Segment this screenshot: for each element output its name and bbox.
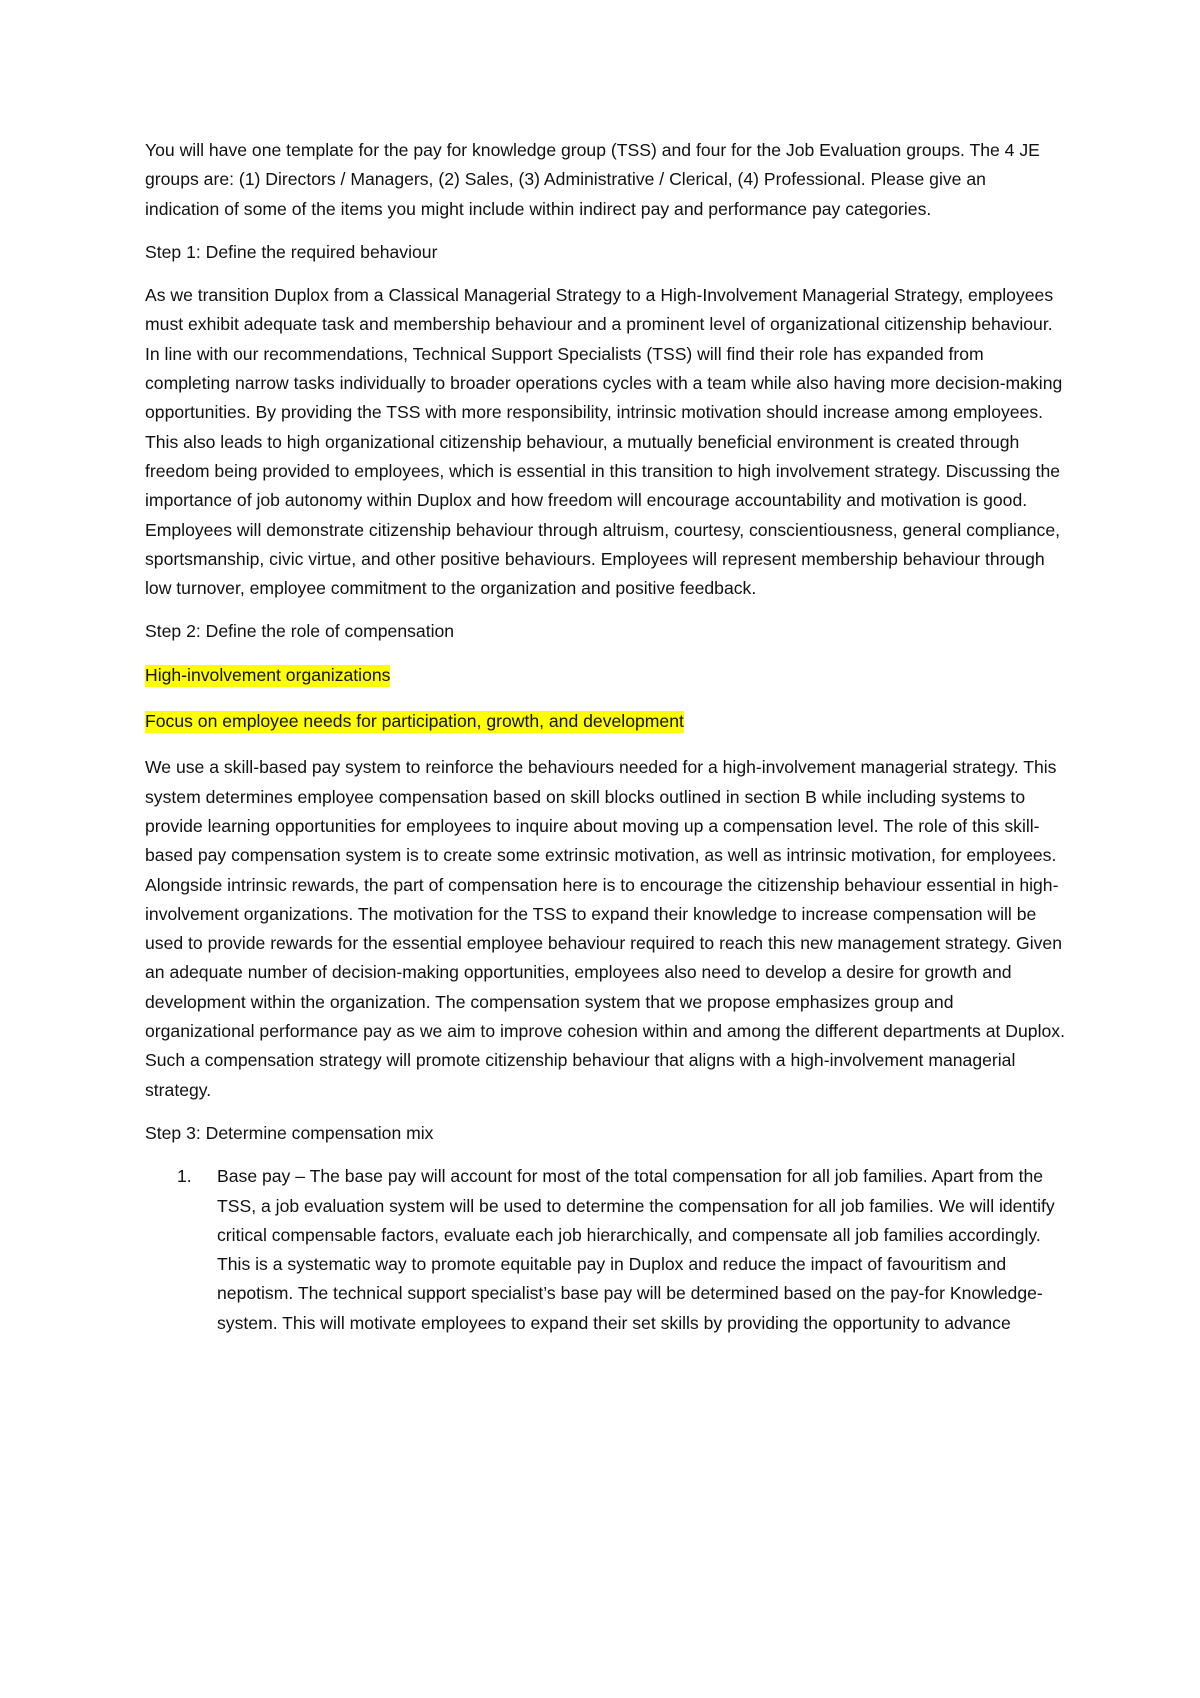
compensation-mix-list — [145, 1162, 1065, 1338]
highlight-line-1 — [145, 661, 1065, 690]
step1-heading: Step 1: Define the required behaviour — [145, 241, 438, 262]
document-body — [145, 136, 1065, 1338]
step3-heading: Step 3: Determine compensation mix — [145, 1122, 434, 1143]
step1-paragraph: As we transition Duplox from a Classical Managerial Strategy to a High-Involvement Managerial Strategy, employees must exhibit adequate task and membership behaviour and a prominent level of organizational citizenship behaviour. In line with our recommendations, Technical Support Specialists (TSS) will find their role has expanded from completing narrow tasks individually to broader operations cycles with a team while also having more decision-making opportunities. By providing the TSS with more responsibility, intrinsic motivation should increase among employees. This also leads to high organizational citizenship behaviour, a mutually beneficial environment is created through freedom being provided to employees, which is essential in this transition to high involvement strategy. Discussing the importance of job autonomy within Duplox and how freedom will encourage accountability and motivation is good. Employees will demonstrate citizenship behaviour through altruism, courtesy, conscientiousness, general compliance, sportsmanship, civic virtue, and other positive behaviours. Employees will represent membership behaviour through low turnover, employee commitment to the organization and positive feedback. — [145, 285, 1063, 599]
highlighted-text-high-involvement: High-involvement organizations — [145, 664, 391, 685]
list-item — [145, 1162, 1065, 1338]
list-item-text: Base pay – The base pay will account for most of the total compensation for all job families. Apart from the TSS, a job evaluation system will be used to determine the compensation for all job families. We will identify critical compensable factors, evaluate each job hierarchically, and compensate all job families accordingly. This is a systematic way to promote equitable pay in Duplox and reduce the impact of favouritism and nepotism. The technical support specialist’s base pay will be determined based on the pay-for Knowledge- system. This will motivate employees to expand their set skills by providing the opportunity to advance — [217, 1166, 1055, 1333]
highlighted-text-employee-needs: Focus on employee needs for participation, growth, and development — [145, 711, 684, 732]
step2-heading: Step 2: Define the role of compensation — [145, 621, 455, 642]
list-item-number: 1. — [177, 1166, 192, 1187]
step2-paragraph: We use a skill-based pay system to reinforce the behaviours needed for a high-involvement managerial strategy. This system determines employee compensation based on skill blocks outlined in section B while including systems to provide learning opportunities for employees to inquire about moving up a compensation level. The role of this skill-based pay compensation system is to create some extrinsic motivation, as well as intrinsic motivation, for employees. Alongside intrinsic rewards, the part of compensation here is to encourage the citizenship behaviour essential in high-involvement organizations. The motivation for the TSS to expand their knowledge to increase compensation will be used to provide rewards for the essential employee behaviour required to reach this new management strategy. Given an adequate number of decision-making opportunities, employees also need to develop a desire for growth and development within the organization. The compensation system that we propose emphasizes group and organizational performance pay as we aim to improve cohesion within and among the different departments at Duplox. Such a compensation strategy will promote citizenship behaviour that aligns with a high-involvement managerial strategy. — [145, 757, 1065, 1100]
highlight-line-2 — [145, 707, 1065, 736]
intro-paragraph: You will have one template for the pay for knowledge group (TSS) and four for the Job Evaluation groups. The 4 JE groups are: (1) Directors / Managers, (2) Sales, (3) Administrative / Clerical, (4) Professional. Please give an indication of some of the items you might include within indirect pay and performance pay categories. — [145, 140, 1040, 219]
